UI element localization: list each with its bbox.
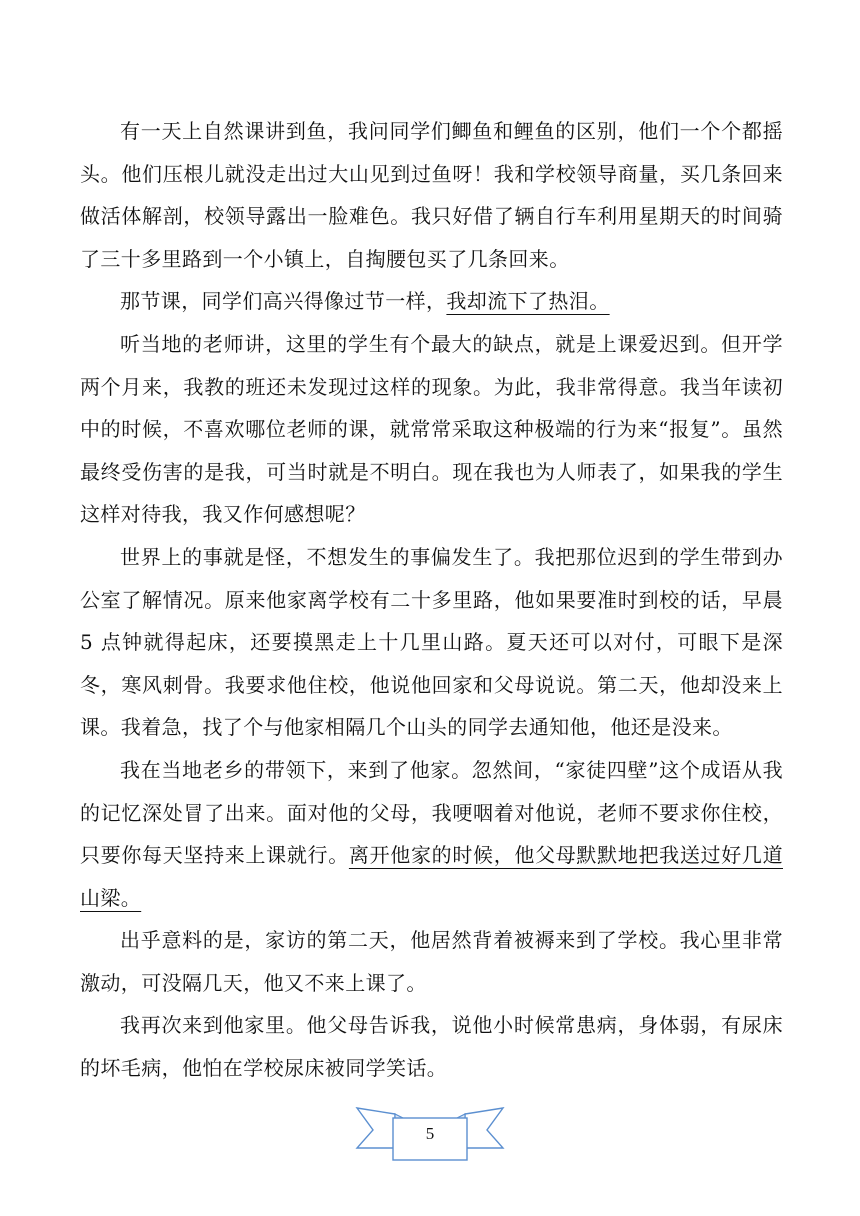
underlined-sentence: 离开他家的时候，他父母默默地把我送过好几道山梁。 <box>80 843 783 910</box>
paragraph <box>80 323 783 536</box>
page-number: 5 <box>425 1124 435 1143</box>
paragraph-text: 那节课，同学们高兴得像过节一样， <box>120 289 447 314</box>
paragraph <box>80 536 783 749</box>
paragraph-text: 有一天上自然课讲到鱼，我问同学们鲫鱼和鲤鱼的区别，他们一个个都摇头。他们压根儿就没走出过大山见到过鱼呀！我和学校领导商量，买几条回来做活体解剖，校领导露出一脸难色。我只好借了辆自行车利用星期天的时间骑了三十多里路到一个小镇上，自掏腰包买了几条回来。 <box>80 119 783 271</box>
paragraph-text: 我再次来到他家里。他父母告诉我，说他小时候常患病，身体弱，有尿床的坏毛病，他怕在学校尿床被同学笑话。 <box>80 1013 783 1081</box>
underlined-sentence: 我却流下了热泪。 <box>446 289 610 314</box>
paragraph-text: 听当地的老师讲，这里的学生有个最大的缺点，就是上课爱迟到。但开学两个月来，我教的班还未发现过这样的现象。为此，我非常得意。我当年读初中的时候，不喜欢哪位老师的课，就常常采取这种极端的行为来“报复”。虽然最终受伤害的是我，可当时就是不明白。现在我也为人师表了，如果我的学生这样对待我，我又作何感想呢？ <box>80 331 783 527</box>
paragraph <box>80 1004 783 1089</box>
paragraph-text: 出乎意料的是，家访的第二天，他居然背着被褥来到了学校。我心里非常激动，可没隔几天，他又不来上课了。 <box>80 928 783 995</box>
paragraph <box>80 110 783 280</box>
paragraph-text: 我在当地老乡的带领下，来到了他家。忽然间，“家徒四壁”这个成语从我的记忆深处冒了出来。面对他的父母，我哽咽着对他说，老师不要求你住校，只要你每天坚持来上课就行。 <box>80 757 783 868</box>
paragraph-text: 世界上的事就是怪，不想发生的事偏发生了。我把那位迟到的学生带到办公室了解情况。原来他家离学校有二十多里路，他如果要准时到校的话，早晨 5 点钟就得起床，还要摸黑走上十几里山路。夏天还可以对付，可眼下是深冬，寒风刺骨。我要求他住校，他说他回家和父母说说。第二天，他却没来上课。我着急，找了个与他家相隔几个山头的同学去通知他，他还是没来。 <box>80 544 783 740</box>
page-number-banner <box>355 1104 505 1164</box>
paragraph <box>80 749 783 919</box>
paragraph <box>80 280 783 323</box>
paragraph <box>80 919 783 1004</box>
document-body <box>80 110 783 1090</box>
